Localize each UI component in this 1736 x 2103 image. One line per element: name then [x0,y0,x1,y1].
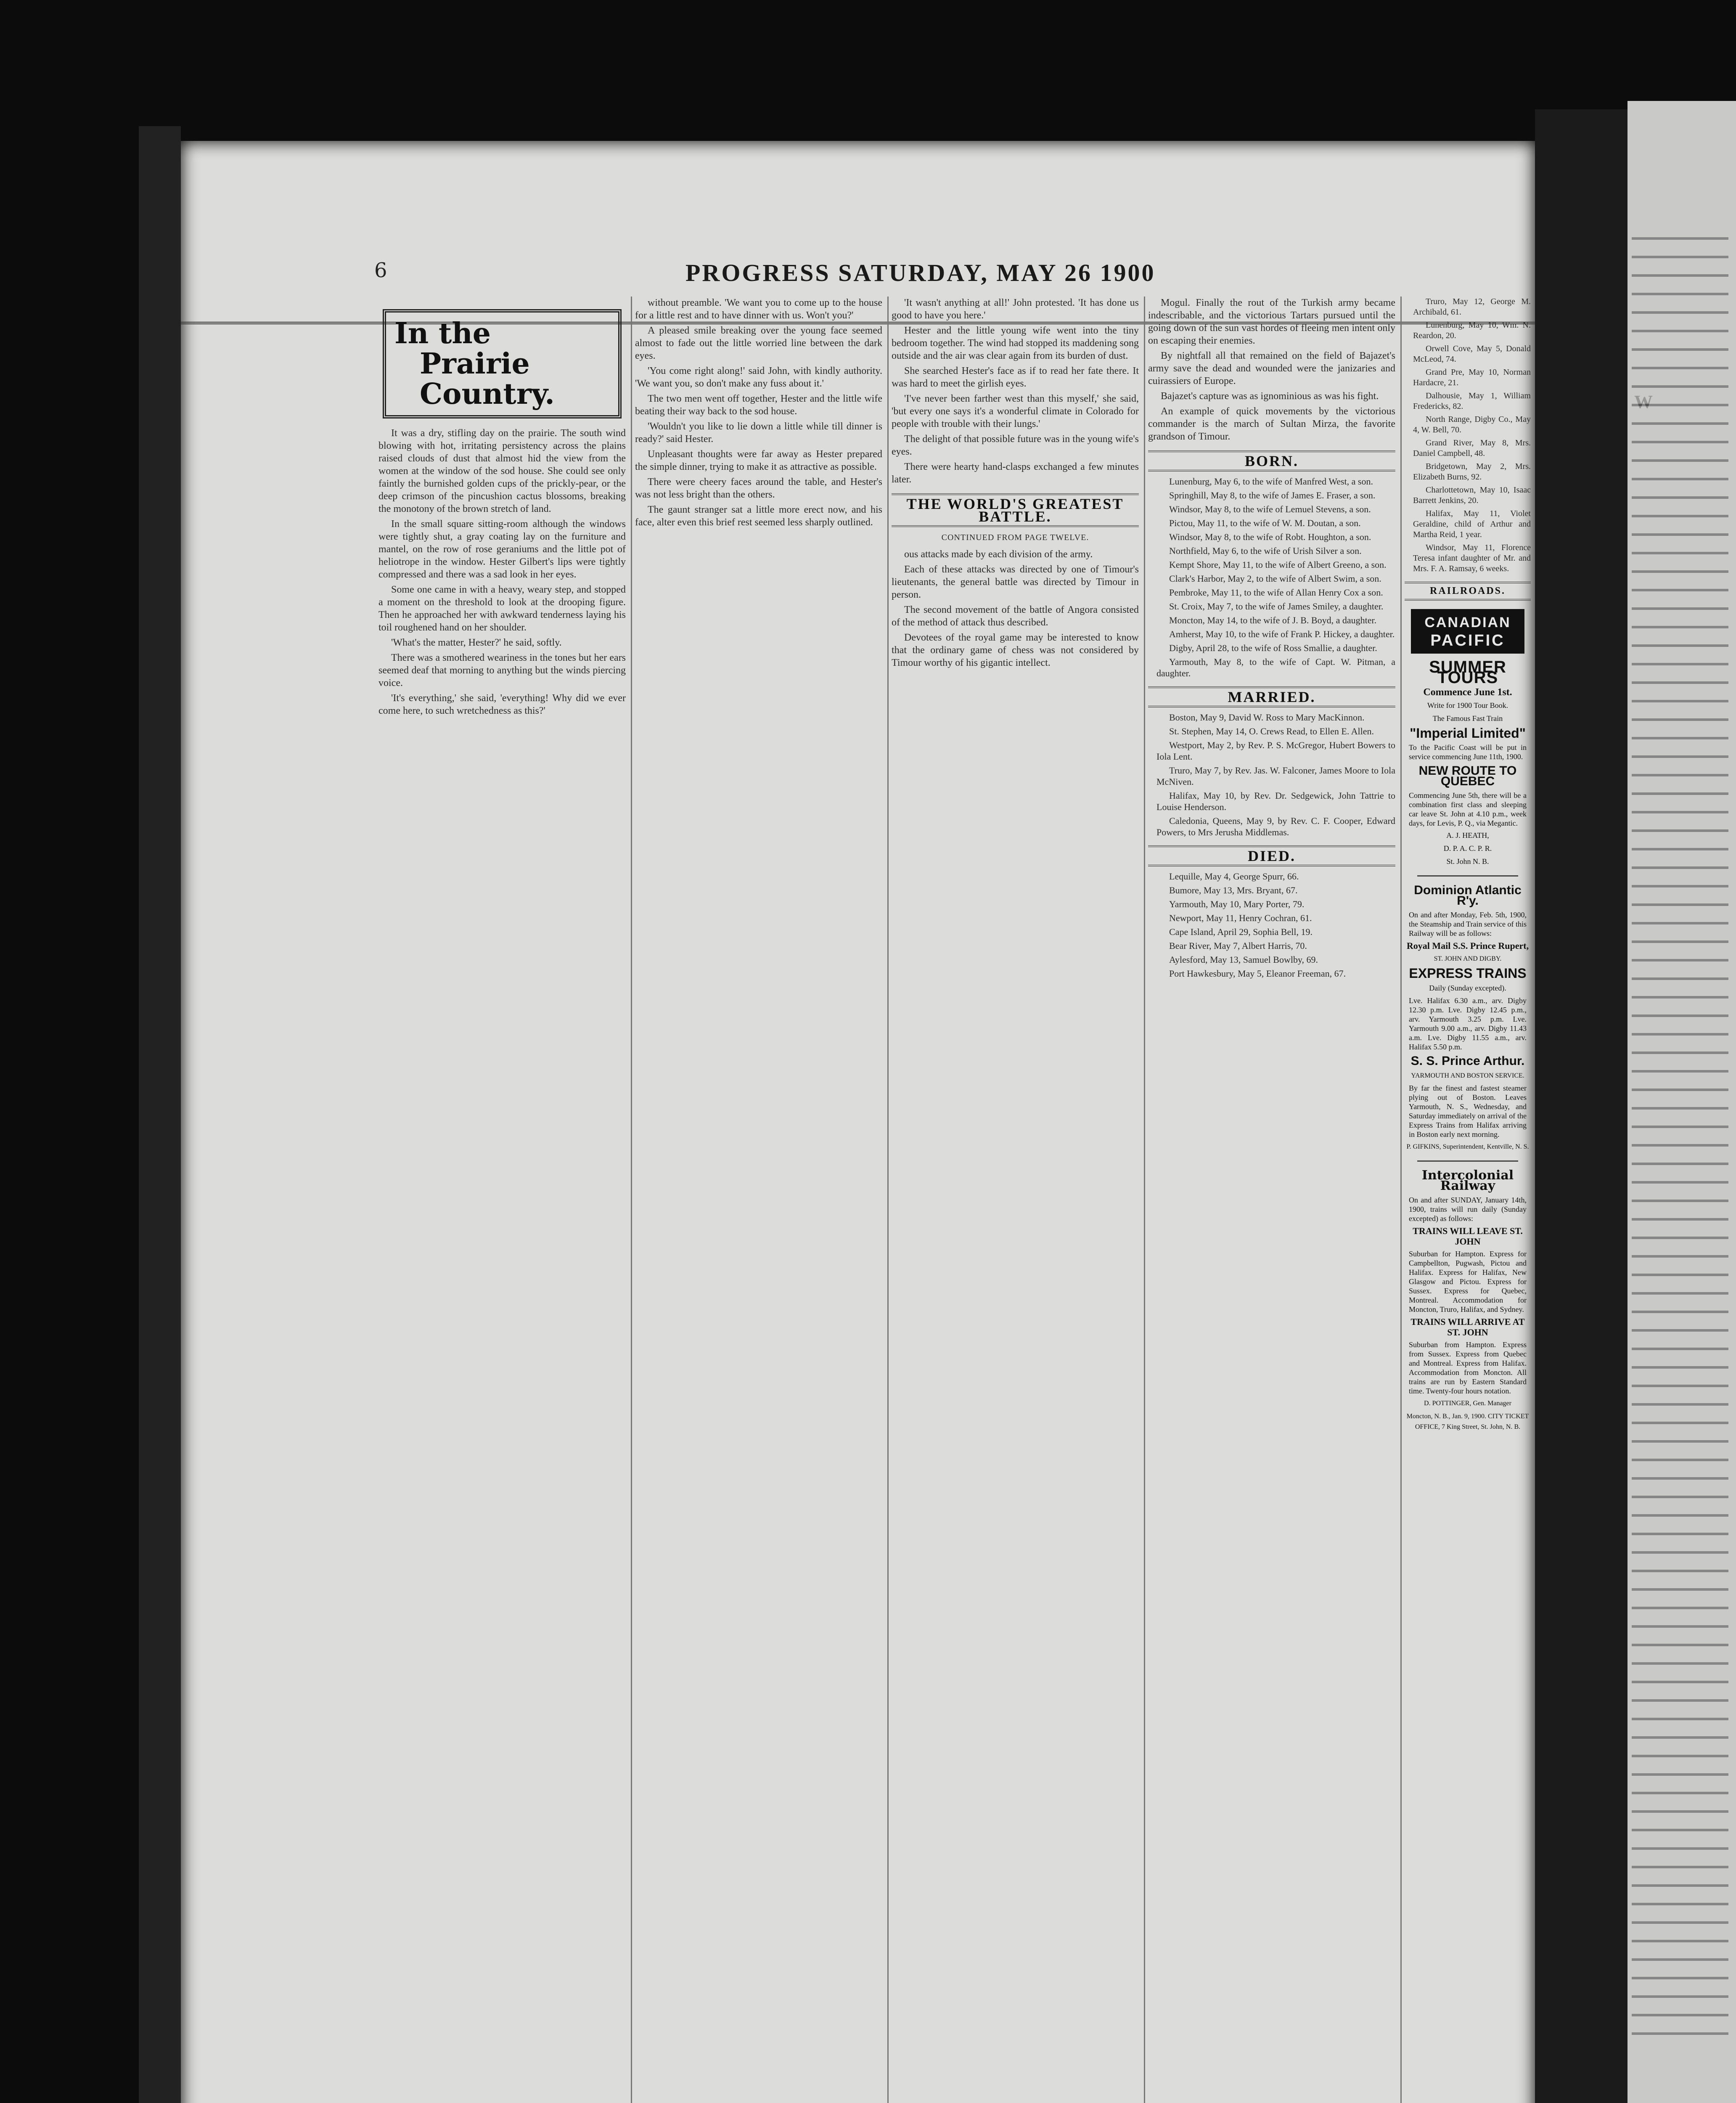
story-paragraph: 'Wouldn't you like to lie down a little while till dinner is ready?' said Hester. [635,421,882,445]
died-notice: Halifax, May 11, Violet Geraldine, child of Arthur and Martha Reid, 1 year. [1413,509,1531,539]
icr-leave-schedule: Suburban for Hampton. Express for Campbellton, Pugwash, Pictou and Halifax. Express for Halifax, New Glasgow and Pictou. Express for Sussex. Express for Quebec, Montreal. Accommodation for Moncton, Truro, Halifax, and Sydney. [1409,1250,1527,1314]
scan-edge-right [1535,109,1628,2103]
story-paragraph: She searched Hester's face as if to read her fate there. It was hard to meet the girlish eyes. [892,366,1139,389]
divider [1417,1160,1518,1162]
died-notice: Bridgetown, May 2, Mrs. Elizabeth Burns, 92. [1413,462,1531,482]
married-notice: Westport, May 2, by Rev. P. S. McGregor, Hubert Bowers to Iola Lent. [1156,740,1395,762]
story-paragraph: There was a smothered weariness in the tones but her ears seemed deaf that morning to anything but the winds piercing voice. [378,652,626,689]
adjacent-page-strip [1628,101,1736,2103]
gifkins-signature: P. GIFKINS, Superintendent, Kentville, N. S. [1406,1143,1529,1150]
dar-note: On and after Monday, Feb. 5th, 1900, the Steamship and Train service of this Railway will be as follows: [1409,911,1527,938]
born-notice: Kempt Shore, May 11, to the wife of Albert Greeno, a son. [1169,559,1387,570]
story-paragraph: 'You come right along!' said John, with kindly authority. 'We want you, so don't make any fuss about it.' [635,366,882,389]
battle-paragraph: Bajazet's capture was as ignominious as was his fight. [1161,391,1379,402]
died-notice: Dalhousie, May 1, William Fredericks, 82. [1413,391,1531,411]
died-notice: Lequille, May 4, George Spurr, 66. [1169,871,1299,882]
deaths-continued [1405,297,1531,574]
page-title: PROGRESS SATURDAY, MAY 26 1900 [685,259,1156,286]
died-notice: Bumore, May 13, Mrs. Bryant, 67. [1169,885,1298,895]
married-notice: Caledonia, Queens, May 9, by Rev. C. F. Cooper, Edward Powers, to Mrs Jerusha Middlemas. [1156,816,1395,837]
imperial-note: To the Pacific Coast will be put in service commencing June 11th, 1900. [1409,743,1527,761]
born-notice: Windsor, May 8, to the wife of Robt. Houghton, a son. [1169,532,1371,542]
story-title-box [383,309,622,418]
summer-tours-heading: SUMMER TOURS [1429,658,1506,687]
born-notice: Springhill, May 8, to the wife of James E. Fraser, a son. [1169,490,1376,501]
battle-paragraph: By nightfall all that remained on the field of Bajazet's army save the dead and wounded were the janizaries and cuirassiers of Europe. [1148,350,1395,387]
cpr-advertisement [1405,609,1531,877]
summer-commence: Commence June 1st. [1423,687,1512,698]
married-list [1148,712,1395,838]
express-sub: Daily (Sunday excepted). [1429,984,1506,992]
born-list [1148,476,1395,679]
boston-service: YARMOUTH AND BOSTON SERVICE. [1411,1072,1524,1079]
born-notice: Moncton, May 14, to the wife of J. B. Boyd, a daughter. [1169,615,1377,625]
prince-rupert-heading: Royal Mail S.S. Prince Rupert, [1406,940,1529,951]
story-column [378,297,626,720]
died-notice: Bear River, May 7, Albert Harris, 70. [1169,940,1307,951]
cpr-banner-line1: CANADIAN [1411,609,1524,632]
new-route-quebec-heading: NEW ROUTE TO QUEBEC [1418,764,1517,788]
story-paragraph: 'It wasn't anything at all!' John protested. 'It has done us good to have you here.' [892,297,1139,321]
died-notice: Cape Island, April 29, Sophia Bell, 19. [1169,927,1313,937]
died-notice: Yarmouth, May 10, Mary Porter, 79. [1169,899,1305,909]
third-column [892,297,1139,672]
fourth-column [1148,297,1395,982]
born-notice: Pictou, May 11, to the wife of W. M. Doutan, a son. [1169,518,1361,528]
story-paragraph: 'It's everything,' she said, 'everything! Why did we ever come here, to such wretchedness as this?' [378,693,626,716]
story-paragraph: There were cheery faces around the table, and Hester's was not less bright than the others. [635,477,882,500]
prince-arthur-note: By far the finest and fastest steamer plying out of Boston. Leaves Yarmouth, N. S., Wednesday, and Saturday immediately on arrival of the Express Trains from Halifax arriving in Boston early next morning. [1409,1084,1527,1139]
died-notice: Truro, May 12, George M. Archibald, 61. [1413,297,1531,317]
cpr-banner-line2: PACIFIC [1411,632,1524,654]
died-notice: Lunenburg, May 10, Wm. N. Reardon, 20. [1413,320,1531,340]
icr-arrive-schedule: Suburban from Hampton. Express from Sussex. Express from Quebec and Montreal. Express from Halifax. Accommodation from Moncton. All trains are run by Eastern Standard time. Twenty-four hours notation. [1409,1340,1527,1395]
battle-continued-note: CONTINUED FROM PAGE TWELVE. [941,533,1089,542]
icr-note: On and after SUNDAY, January 14th, 1900, trains will run daily (Sunday excepted) as follows: [1409,1196,1527,1223]
story-paragraph: It was a dry, stifling day on the prairie. The south wind blowing with hot, irritating persistency across the plains raised clouds of dust that almost hid the view from the women at the window of the sod house. She could see only faintly the burnished golden cups of the prickly-pear, or the deep crimson of the pincushion cactus blossoms, breaking the monotony of the brown stretch of land. [378,428,626,514]
page-number: 6 [374,259,387,282]
express-trains-heading: EXPRESS TRAINS [1409,966,1527,981]
died-notice: Grand Pre, May 10, Norman Hardacre, 21. [1413,368,1531,387]
agent-place: St. John N. B. [1446,857,1489,866]
born-section-title: BORN. [1148,450,1395,471]
died-list [1148,871,1395,979]
battle-section-title: THE WORLD'S GREATEST BATTLE. [892,493,1139,527]
born-notice: Windsor, May 8, to the wife of Lemuel Stevens, a son. [1169,504,1371,514]
quebec-note: Commencing June 5th, there will be a combination first class and sleeping car leave St. John at 4.10 p.m., week days, for Levis, P. Q., via Megantic. [1409,791,1527,827]
born-notice: Northfield, May 6, to the wife of Urish Silver a son. [1169,546,1362,556]
st-john-digby: ST. JOHN AND DIGBY. [1434,955,1502,962]
pottinger-signature: D. POTTINGER, Gen. Manager [1424,1400,1511,1407]
fifth-column [1405,297,1531,1435]
died-notice: Aylesford, May 13, Samuel Bowlby, 69. [1169,954,1318,965]
imperial-limited-heading: "Imperial Limited" [1410,726,1526,741]
died-notice: Newport, May 11, Henry Cochran, 61. [1169,913,1312,923]
died-notice: Windsor, May 11, Florence Teresa infant daughter of Mr. and Mrs. F. A. Ramsay, 6 weeks. [1413,543,1531,573]
icr-heading: Intercolonial Railway [1421,1168,1514,1193]
died-notice: Grand River, May 8, Mrs. Daniel Campbell, 48. [1413,438,1531,458]
column-rule [1144,297,1145,2103]
story-paragraph: The gaunt stranger sat a little more erect now, and his face, alter even this brief rest seemed less sharply outlined. [635,504,882,528]
battle-paragraph: ous attacks made by each division of the army. [904,549,1093,560]
married-notice: Truro, May 7, by Rev. Jas. W. Falconer, James Moore to Iola McNiven. [1156,765,1395,787]
battle-paragraph: Mogul. Finally the rout of the Turkish army became indescribable, and the victorious Tartars pursued until the going down of the sun vast hordes of fleeing men intent only on escaping their enemies. [1148,297,1395,346]
story-paragraph: 'What's the matter, Hester?' he said, softly. [391,637,562,648]
dar-heading: Dominion Atlantic R'y. [1414,883,1522,908]
summer-write: Write for 1900 Tour Book. [1427,701,1508,710]
prince-arthur-heading: S. S. Prince Arthur. [1410,1054,1525,1068]
story-paragraph: without preamble. 'We want you to come up to the house for a little rest and to have dinner with us. Won't you?' [635,297,882,321]
born-notice: Lunenburg, May 6, to the wife of Manfred West, a son. [1169,476,1373,487]
born-notice: Pembroke, May 11, to the wife of Allan Henry Cox a son. [1169,587,1383,598]
born-notice: Amherst, May 10, to the wife of Frank P. Hickey, a daughter. [1169,629,1395,639]
died-notice: Port Hawkesbury, May 5, Eleanor Freeman, 67. [1169,968,1346,979]
dominion-atlantic-advertisement [1405,885,1531,1162]
born-notice: St. Croix, May 7, to the wife of James Smiley, a daughter. [1169,601,1384,612]
story-title-line1: In the [394,317,491,350]
married-notice: Boston, May 9, David W. Ross to Mary MacKinnon. [1169,712,1365,723]
story-paragraph: Hester and the little young wife went into the tiny bedroom together. The wind had stopped its maddening song outside and the air was clear again from its burden of dust. [892,325,1139,361]
agent-name: A. J. HEATH, [1446,831,1489,840]
column-rule [887,297,889,2103]
married-section-title: MARRIED. [1148,686,1395,707]
divider [1417,875,1518,877]
intercolonial-advertisement [1405,1170,1531,1432]
summer-famous: The Famous Fast Train [1432,714,1503,723]
story-column-continued [635,297,882,531]
railroads-section-title: RAILROADS. [1405,582,1531,601]
story-title-line2: Prairie Country. [420,347,555,411]
died-notice: Orwell Cove, May 5, Donald McLeod, 74. [1413,344,1531,364]
died-section-title: DIED. [1148,845,1395,866]
story-paragraph: The delight of that possible future was in the young wife's eyes. [892,434,1139,457]
story-paragraph: 'I've never been farther west than this myself,' she said, 'but every one says it's a wonderful climate in Colorado for people with trouble with their lungs.' [892,393,1139,429]
express-schedule: Lve. Halifax 6.30 a.m., arv. Digby 12.30 p.m. Lve. Digby 12.45 p.m., arv. Yarmouth 3.25 p.m. Lve. Yarmouth 9.00 a.m., arv. Digby 11.43 a.m. Lve. Digby 11.55 a.m., arv. Halifax 5.50 p.m. [1409,996,1527,1051]
married-notice: Halifax, May 10, by Rev. Dr. Sedgewick, John Tattrie to Louise Henderson. [1156,790,1395,812]
battle-paragraph: An example of quick movements by the victorious commander is the march of Sultan Mirza, the favorite grandson of Timour. [1148,406,1395,442]
died-notice: North Range, Digby Co., May 4, W. Bell, 70. [1413,415,1531,434]
story-paragraph: There were hearty hand-clasps exchanged a few minutes later. [892,461,1139,485]
battle-paragraph: Devotees of the royal game may be interested to know that the ordinary game of chess was not considered by Timour worthy of his gigantic intellect. [892,632,1139,668]
died-notice: Charlottetown, May 10, Isaac Barrett Jenkins, 20. [1413,485,1531,505]
city-ticket-office: Moncton, N. B., Jan. 9, 1900. CITY TICKET OFFICE, 7 King Street, St. John, N. B. [1406,1413,1529,1430]
story-paragraph: In the small square sitting-room although the windows were tightly shut, a gray coating lay on the furniture and mantel, on the row of rose geraniums and the little pot of heliotrope in the window. Hester Gilbert's lips were tightly compressed and there was a sad look in her eyes. [378,519,626,580]
agent-title: D. P. A. C. P. R. [1443,844,1492,853]
icr-arrive-heading: TRAINS WILL ARRIVE AT ST. JOHN [1410,1316,1525,1338]
battle-paragraph: The second movement of the battle of Angora consisted of the method of attack thus described. [892,604,1139,628]
newspaper-page [181,141,1535,2103]
story-paragraph: Some one came in with a heavy, weary step, and stopped a moment on the threshold to look at the drooping figure. Then he approached her with awkward tenderness laying his toil roughened hand on her shoulder. [378,584,626,633]
column-rule [631,297,632,2103]
born-notice: Yarmouth, May 8, to the wife of Capt. W. Pitman, a daughter. [1156,657,1395,678]
married-notice: St. Stephen, May 14, O. Crews Read, to Ellen E. Allen. [1169,726,1374,736]
story-paragraph: The two men went off together, Hester and the little wife beating their way back to the sod house. [635,393,882,417]
icr-leave-heading: TRAINS WILL LEAVE ST. JOHN [1413,1226,1523,1247]
story-paragraph: Unpleasant thoughts were far away as Hester prepared the simple dinner, trying to make it as attractive as possible. [635,449,882,472]
battle-paragraph: Each of these attacks was directed by one of Timour's lieutenants, the general battle was directed by Timour in person. [892,564,1139,600]
column-rule [1400,297,1402,2103]
born-notice: Clark's Harbor, May 2, to the wife of Albert Swim, a son. [1169,573,1381,584]
born-notice: Digby, April 28, to the wife of Ross Smallie, a daughter. [1169,643,1377,653]
scan-edge-left [139,126,181,2103]
story-paragraph: A pleased smile breaking over the young face seemed almost to fade out the little worried line between the dark eyes. [635,325,882,361]
